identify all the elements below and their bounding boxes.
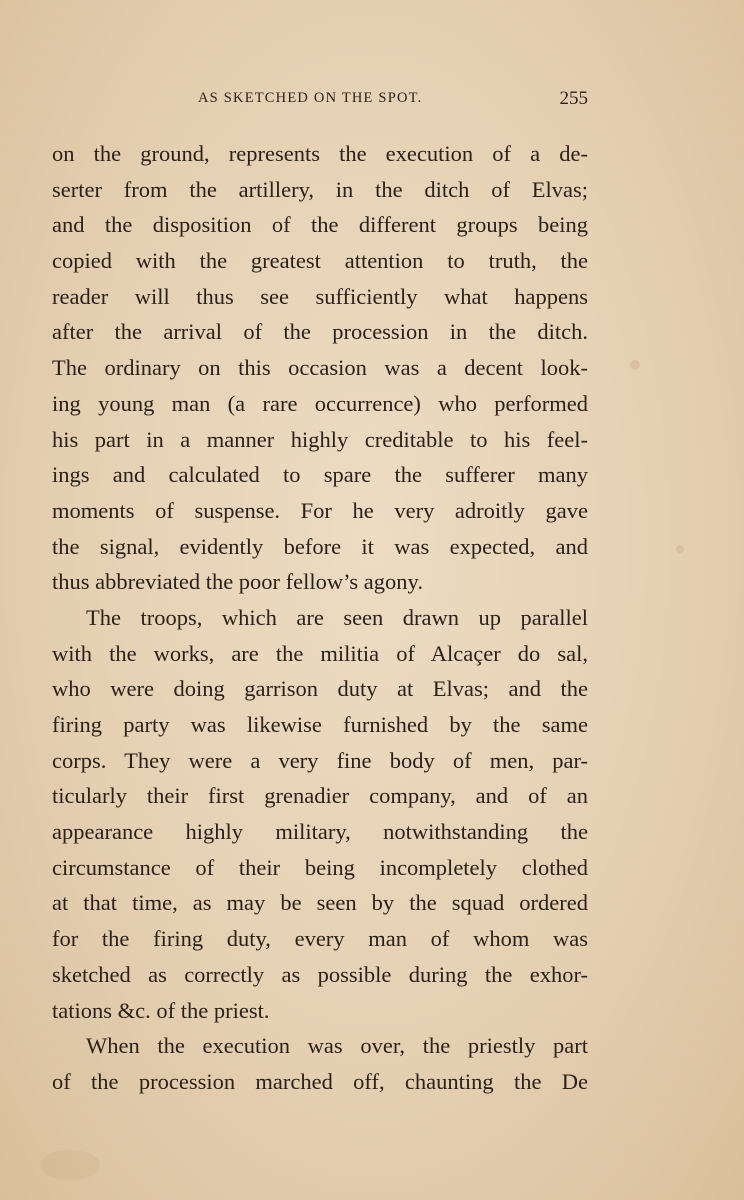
text-line: at that time, as may be seen by the squad ordered bbox=[52, 890, 588, 916]
text-line: ings and calculated to spare the sufferer many bbox=[52, 462, 588, 488]
text-line: after the arrival of the procession in the ditch. bbox=[52, 319, 588, 345]
paragraph-1 bbox=[52, 136, 588, 600]
foxing-spot bbox=[40, 1150, 100, 1180]
text-line: with the works, are the militia of Alcaçer do sal, bbox=[52, 640, 588, 666]
text-line: serter from the artillery, in the ditch of Elvas; bbox=[52, 176, 588, 202]
text-line: When the execution was over, the priestly part bbox=[86, 1033, 588, 1059]
text-line: for the firing duty, every man of whom was bbox=[52, 926, 588, 952]
text-line: copied with the greatest attention to truth, the bbox=[52, 248, 588, 274]
text-line: firing party was likewise furnished by the same bbox=[52, 712, 588, 737]
text-line: ticularly their first grenadier company, and of an bbox=[52, 783, 588, 809]
page-header bbox=[52, 90, 588, 118]
foxing-spot bbox=[630, 360, 640, 370]
paragraph-2 bbox=[52, 600, 588, 1028]
text-line: the signal, evidently before it was expected, and bbox=[52, 533, 588, 559]
text-line: appearance highly military, notwithstanding the bbox=[52, 819, 588, 845]
paragraph-3 bbox=[52, 1028, 588, 1099]
text-line: reader will thus see sufficiently what happens bbox=[52, 283, 588, 309]
text-line: circumstance of their being incompletely clothed bbox=[52, 854, 588, 880]
text-line: his part in a manner highly creditable to his feel- bbox=[52, 426, 588, 452]
text-line: sketched as correctly as possible during the exhor- bbox=[52, 961, 588, 987]
text-line: The troops, which are seen drawn up parallel bbox=[86, 604, 588, 630]
text-line: on the ground, represents the execution of a de- bbox=[52, 141, 588, 166]
text-line: moments of suspense. For he very adroitly gave bbox=[52, 497, 588, 523]
foxing-spot bbox=[676, 545, 684, 553]
page-number: 255 bbox=[559, 88, 588, 109]
running-head: AS SKETCHED ON THE SPOT. bbox=[198, 90, 423, 106]
text-line: thus abbreviated the poor fellow’s agony. bbox=[52, 569, 423, 595]
text-line: of the procession marched off, chaunting the De bbox=[52, 1068, 588, 1094]
text-line: The ordinary on this occasion was a decent look- bbox=[52, 355, 588, 381]
text-line: who were doing garrison duty at Elvas; and the bbox=[52, 676, 588, 702]
text-line: corps. They were a very fine body of men, par- bbox=[52, 747, 588, 773]
body-text bbox=[52, 136, 588, 1100]
text-line: tations &c. of the priest. bbox=[52, 997, 270, 1023]
text-line: ing young man (a rare occurrence) who performed bbox=[52, 390, 588, 416]
text-line: and the disposition of the different groups being bbox=[52, 212, 588, 238]
